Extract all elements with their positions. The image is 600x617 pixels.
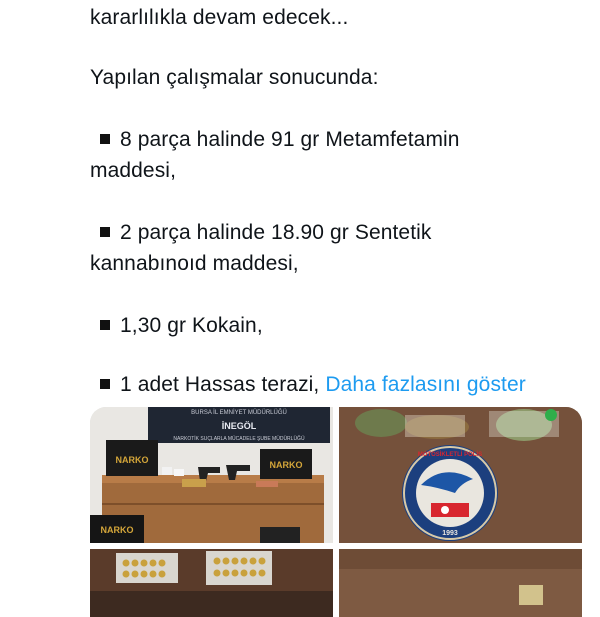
box-label-left: NARKO	[115, 455, 149, 465]
bullet-icon	[100, 134, 110, 144]
box-label-bottom: NARKO	[100, 525, 134, 535]
list-item	[90, 370, 526, 400]
list-item-text: 2 parça halinde 18.90 gr Sentetik	[120, 221, 432, 244]
banner-line-2: İNEGÖL	[221, 421, 257, 431]
bullet-icon	[100, 320, 110, 330]
tweet-line: kannabınoıd maddesi,	[90, 252, 299, 275]
patch-text: MOTOSİKLETLİ POLİS	[417, 452, 483, 458]
show-more-link[interactable]: Daha fazlasını göster	[325, 373, 526, 396]
patch-year: 1993	[442, 530, 458, 537]
list-item-text: 1 adet Hassas terazi,	[120, 373, 320, 396]
box-label-right: NARKO	[269, 460, 303, 470]
list-item-text: 8 parça halinde 91 gr Metamfetamin	[120, 128, 460, 151]
banner-line-1: BURSA İL EMNİYET MÜDÜRLÜĞÜ	[191, 410, 287, 416]
list-item	[90, 125, 460, 155]
media-photo-4[interactable]	[339, 549, 582, 617]
media-grid	[90, 407, 582, 617]
bullet-icon	[100, 379, 110, 389]
tweet-line: kararlılıkla devam edecek...	[90, 6, 349, 29]
media-photo-1[interactable]	[90, 407, 333, 543]
bullet-icon	[100, 227, 110, 237]
media-photo-2[interactable]	[339, 407, 582, 543]
list-item	[90, 311, 263, 341]
media-photo-3[interactable]	[90, 549, 333, 617]
banner-line-3: NARKOTİK SUÇLARLA MÜCADELE ŞUBE MÜDÜRLÜĞÜ	[173, 436, 305, 442]
tweet-line: Yapılan çalışmalar sonucunda:	[90, 66, 379, 89]
list-item-text: 1,30 gr Kokain,	[120, 314, 263, 337]
list-item	[90, 218, 432, 248]
tweet-line: maddesi,	[90, 159, 177, 182]
